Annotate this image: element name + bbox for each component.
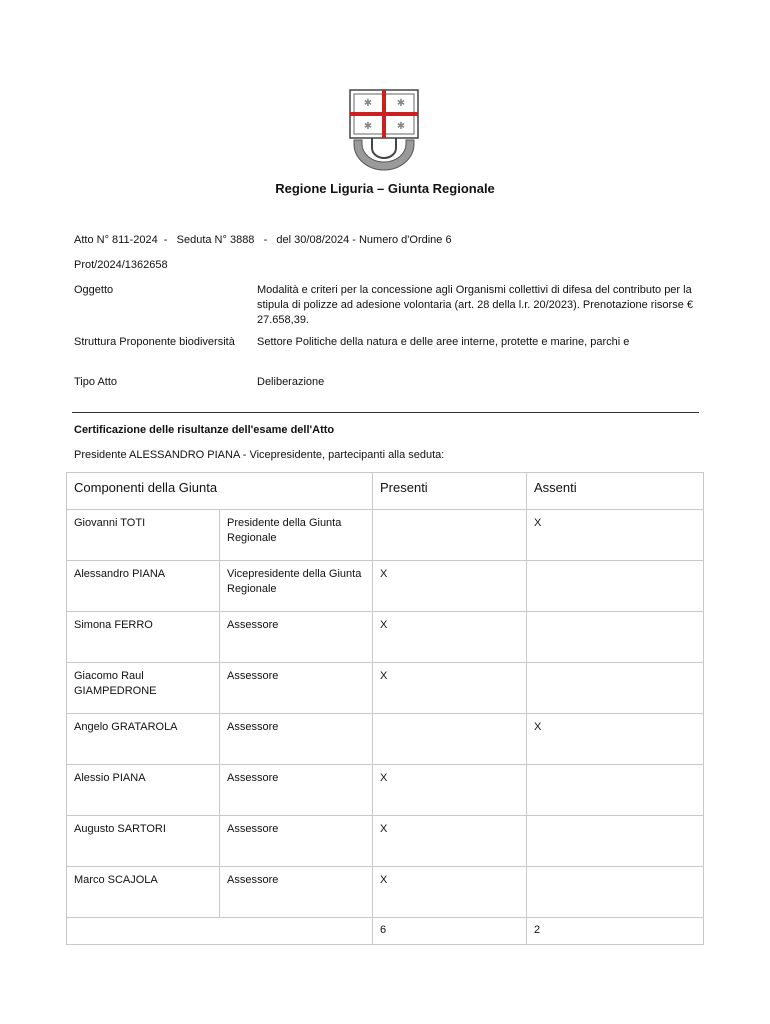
section-divider [72, 412, 699, 413]
table-row [67, 816, 704, 867]
member-presente: X [373, 663, 527, 714]
member-name: Alessandro PIANA [67, 561, 220, 612]
member-name: Angelo GRATAROLA [67, 714, 220, 765]
member-name: Alessio PIANA [67, 765, 220, 816]
tipo-atto-value: Deliberazione [257, 376, 325, 388]
totals-row [67, 918, 704, 945]
member-role: Assessore [220, 714, 373, 765]
member-presente: X [373, 867, 527, 918]
table-row [67, 765, 704, 816]
table-header-row [67, 473, 704, 510]
member-role: Assessore [220, 867, 373, 918]
member-name: Marco SCAJOLA [67, 867, 220, 918]
member-presente: X [373, 561, 527, 612]
presidenza-line: Presidente ALESSANDRO PIANA - Vicepresidente, partecipanti alla seduta: [74, 449, 445, 461]
member-assente [527, 765, 704, 816]
member-name: Simona FERRO [67, 612, 220, 663]
member-assente [527, 663, 704, 714]
member-presente [373, 714, 527, 765]
member-assente [527, 612, 704, 663]
member-presente: X [373, 612, 527, 663]
totals-label-cell [67, 918, 373, 945]
member-role: Assessore [220, 612, 373, 663]
member-name: Giovanni TOTI [67, 510, 220, 561]
table-row [67, 510, 704, 561]
member-assente [527, 561, 704, 612]
member-role: Vicepresidente della Giunta Regionale [220, 561, 373, 612]
svg-text:✱: ✱ [396, 121, 406, 132]
member-name: Giacomo Raul GIAMPEDRONE [67, 663, 220, 714]
regione-liguria-emblem-icon [348, 88, 420, 172]
table-row [67, 714, 704, 765]
svg-text:✱: ✱ [363, 98, 373, 109]
header-componenti: Componenti della Giunta [67, 473, 373, 510]
member-role: Assessore [220, 816, 373, 867]
struttura-label: Struttura Proponente biodiversità [74, 336, 235, 348]
member-presente: X [373, 765, 527, 816]
member-presente [373, 510, 527, 561]
member-assente [527, 867, 704, 918]
svg-text:✱: ✱ [363, 121, 373, 132]
table-row [67, 663, 704, 714]
certificazione-heading: Certificazione delle risultanze dell'esame dell'Atto [74, 424, 335, 436]
member-presente: X [373, 816, 527, 867]
total-assenti: 2 [527, 918, 704, 945]
page-title: Regione Liguria – Giunta Regionale [275, 181, 495, 196]
header-assenti: Assenti [527, 473, 704, 510]
table-row [67, 561, 704, 612]
giunta-attendance-table [66, 472, 704, 945]
member-assente: X [527, 510, 704, 561]
member-role: Assessore [220, 765, 373, 816]
table-row [67, 867, 704, 918]
svg-text:✱: ✱ [396, 98, 406, 109]
member-role: Presidente della Giunta Regionale [220, 510, 373, 561]
atto-info-line: Atto N° 811-2024 - Seduta N° 3888 - del 30/08/2024 - Numero d'Ordine 6 [74, 234, 452, 246]
tipo-atto-label: Tipo Atto [74, 376, 118, 388]
table-row [67, 612, 704, 663]
oggetto-value: Modalità e criteri per la concessione agli Organismi collettivi di difesa del contributo per la stipula di polizze ad adesione volontaria (art. 28 della l.r. 20/2023). Prenotazione risorse € 27.658,39. [257, 284, 693, 326]
member-assente: X [527, 714, 704, 765]
member-role: Assessore [220, 663, 373, 714]
member-assente [527, 816, 704, 867]
total-presenti: 6 [373, 918, 527, 945]
struttura-value: Settore Politiche della natura e delle aree interne, protette e marine, parchi e [257, 336, 630, 348]
member-name: Augusto SARTORI [67, 816, 220, 867]
oggetto-label: Oggetto [74, 284, 114, 296]
protocol-number: Prot/2024/1362658 [74, 259, 168, 271]
header-presenti: Presenti [373, 473, 527, 510]
